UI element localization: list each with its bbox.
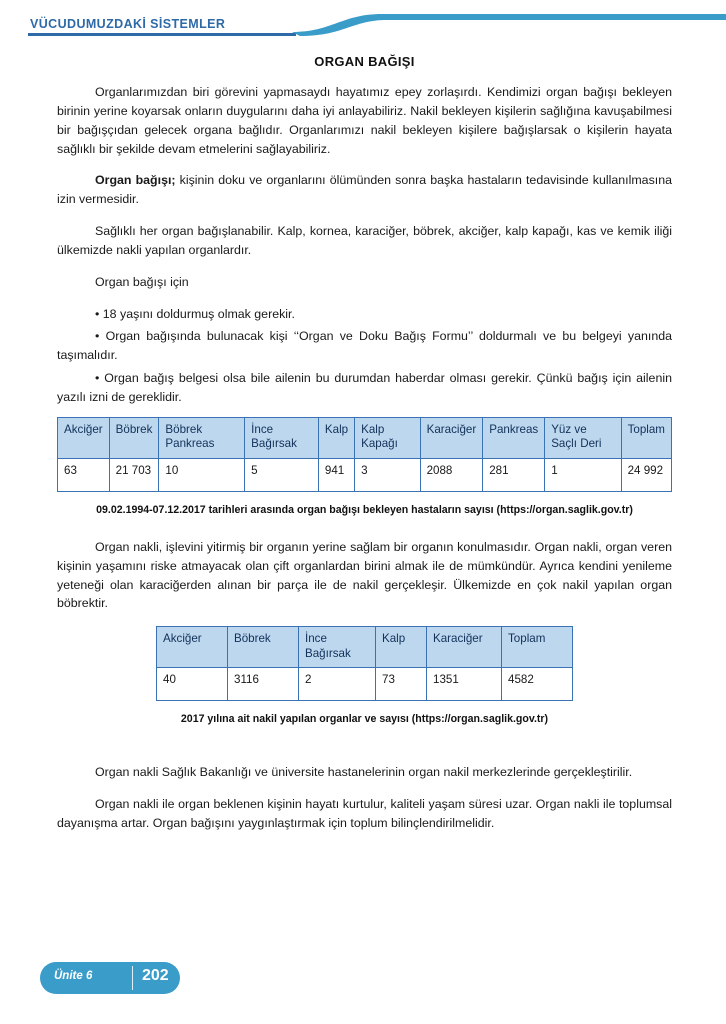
table1-cell: 2088 [420, 458, 483, 491]
table1-header-cell: Böbrek [109, 417, 159, 458]
table2-cell: 40 [157, 668, 228, 701]
page-header [0, 0, 726, 40]
table2-header-cell: İnce Bağırsak [299, 627, 376, 668]
paragraph-definition [57, 171, 672, 209]
page-title: ORGAN BAĞIŞI [314, 54, 415, 69]
paragraph-transplant-info: Organ nakli, işlevini yitirmiş bir organın yerine sağlam bir organın konulmasıdır. Organ nakli, organ veren kişinin yaşamını riske atmayacak olan çift organlardan birini almak ile de mümkündür. Ayrıca kendini yenileme yeteneği olan karaciğerden alınan bir parça ile de nakil gerçekleşir. Ülkemizde en çok nakil yapılan organ böbrektir. [57, 539, 672, 611]
bullet-family-consent: • Organ bağış belgesi olsa bile ailenin bu durumdan haberdar olması gerekir. Çünkü bağış için ailenin yazılı izni de gereklidir. [57, 371, 672, 404]
header-rule [28, 33, 296, 36]
transplants-table-container [57, 626, 672, 701]
page-header-title: VÜCUDUMUZDAKİ SİSTEMLER [30, 17, 226, 31]
table1-cell: 3 [355, 458, 420, 491]
table2-header-cell: Akciğer [157, 627, 228, 668]
table2-header-cell: Kalp [376, 627, 427, 668]
paragraph-requirements-heading: Organ bağışı için [95, 274, 189, 289]
table1-header-cell: Kalp Kapağı [355, 417, 420, 458]
table1-header-cell: Kalp [318, 417, 354, 458]
table2-cell: 2 [299, 668, 376, 701]
transplants-table [156, 626, 573, 701]
transplants-table-caption: 2017 yılına ait nakil yapılan organlar ve sayısı (https://organ.saglik.gov.tr) [180, 713, 549, 726]
document-content [57, 54, 672, 846]
page-footer [40, 962, 180, 994]
bullet-age-requirement: • 18 yaşını doldurmuş olmak gerekir. [95, 306, 295, 321]
table2-header-cell: Böbrek [228, 627, 299, 668]
table1-header-cell: Akciğer [58, 417, 110, 458]
table-header-row [58, 417, 672, 458]
table1-cell: 1 [545, 458, 621, 491]
table1-cell: 941 [318, 458, 354, 491]
table-row [58, 458, 672, 491]
table1-cell: 5 [245, 458, 319, 491]
waiting-patients-table [57, 417, 672, 492]
header-swoosh-decoration [292, 10, 726, 36]
table1-cell: 63 [58, 458, 110, 491]
footer-divider [132, 966, 133, 990]
table1-header-cell: Karaciğer [420, 417, 483, 458]
waiting-patients-table-caption: 09.02.1994-07.12.2017 tarihleri arasında organ bağışı bekleyen hastaların sayısı (https://organ.saglik.gov.tr) [96, 503, 633, 516]
table2-header-cell: Karaciğer [427, 627, 502, 668]
paragraph-where-performed: Organ nakli Sağlık Bakanlığı ve üniversite hastanelerinin organ nakil merkezlerinde gerçekleştirilir. [95, 765, 633, 780]
footer-page-number: 202 [142, 967, 169, 984]
table-header-row [157, 627, 573, 668]
table1-cell: 24 992 [621, 458, 671, 491]
definition-term: Organ bağışı; [95, 173, 176, 188]
definition-text: kişinin doku ve organlarını ölümünden sonra başka hastaların tedavisinde kullanılmasına izin vermesidir. [57, 173, 672, 207]
table2-cell: 3116 [228, 668, 299, 701]
table1-cell: 10 [159, 458, 245, 491]
paragraph-donatable-organs: Sağlıklı her organ bağışlanabilir. Kalp, kornea, karaciğer, böbrek, akciğer, kalp kapağı, kas ve kemik iliği ülkemizde nakli yapılan organlardır. [57, 224, 672, 257]
table1-header-cell: İnce Bağırsak [245, 417, 319, 458]
table2-header-cell: Toplam [502, 627, 573, 668]
table1-header-cell: Yüz ve Saçlı Deri [545, 417, 621, 458]
table1-header-cell: Pankreas [483, 417, 545, 458]
table1-header-cell: Toplam [621, 417, 671, 458]
table2-cell: 1351 [427, 668, 502, 701]
paragraph-benefits: Organ nakli ile organ beklenen kişinin hayatı kurtulur, kaliteli yaşam süresi uzar. Organ nakli ile toplumsal dayanışma artar. Organ bağışını yaygınlaştırmak için toplum bilinçlendirilmelidir. [57, 797, 672, 830]
bullet-form-requirement: • Organ bağışında bulunacak kişi ‘‘Organ ve Doku Bağış Formu’’ doldurmalı ve bu belgeyi yanında taşımalıdır. [57, 329, 672, 363]
table1-header-cell: Böbrek Pankreas [159, 417, 245, 458]
paragraph-intro: Organlarımızdan biri görevini yapmasaydı hayatımız epey zorlaşırdı. Kendimizi organ bağışı bekleyen birinin yerine koyarsak onların duygularını daha iyi anlayabiliriz. Nakil bekleyen kişilerin sağlığına kavuşabilmesi bir bağışçıdan gelecek organa bağlıdır. Organlarımızı nakil bekleyen kişilere bağışlarsak o kişilerin hayata sağlıklı bir şekilde devam etmelerini sağlayabiliriz. [57, 85, 672, 156]
table1-cell: 21 703 [109, 458, 159, 491]
waiting-patients-table-container [57, 417, 672, 492]
table2-cell: 73 [376, 668, 427, 701]
footer-unit-label: Ünite 6 [54, 970, 93, 982]
table1-cell: 281 [483, 458, 545, 491]
table-row [157, 668, 573, 701]
table2-cell: 4582 [502, 668, 573, 701]
